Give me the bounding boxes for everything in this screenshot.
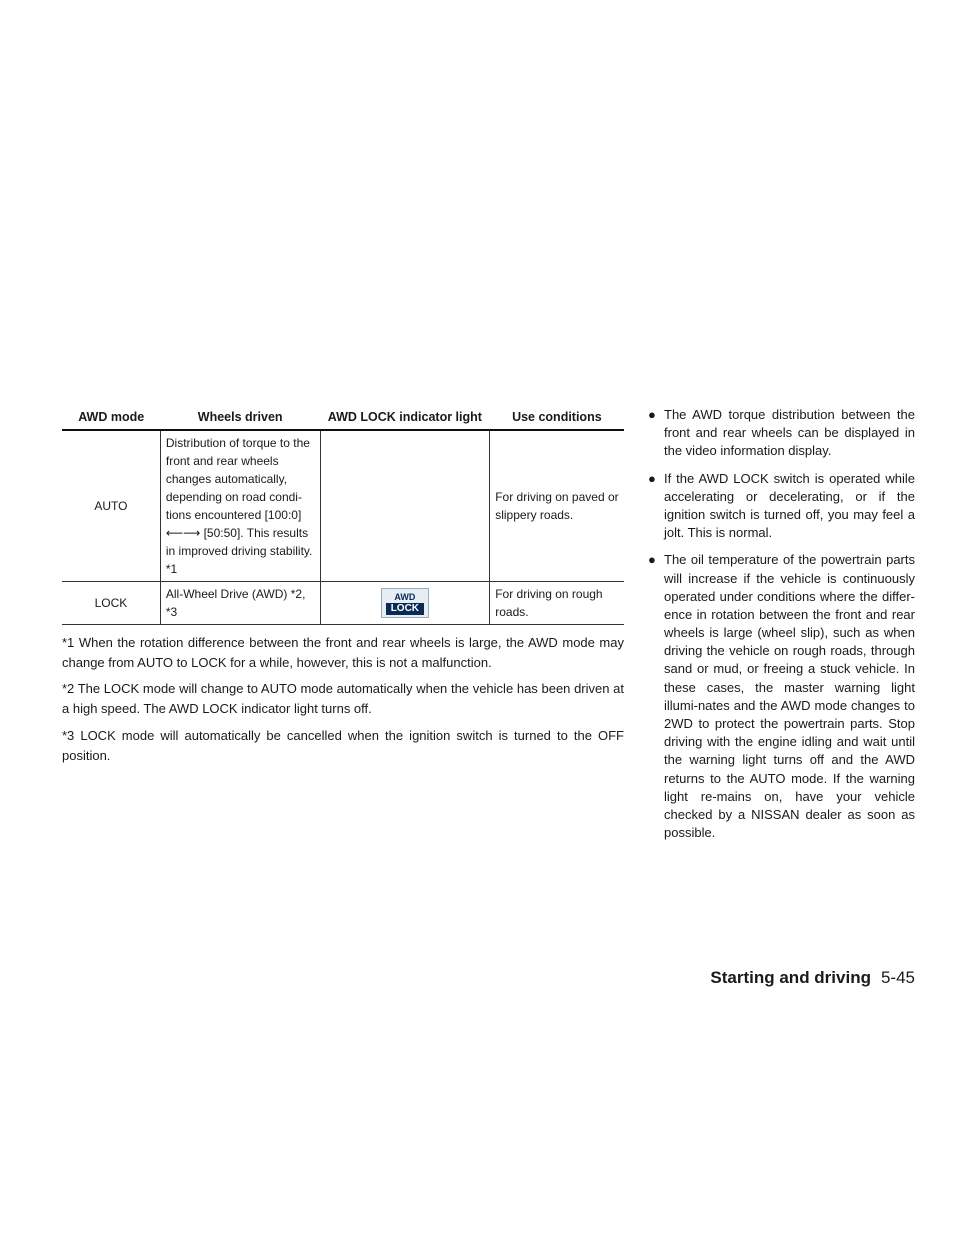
right-column [648,406,915,851]
bullet-text: If the AWD LOCK switch is operated while accelerating or decelerating, or if the ignition switch is turned off, you may feel a jolt. This is normal. [664,470,915,541]
list-item [648,551,915,842]
table-row [62,430,624,582]
footnote-1: *1 When the rotation difference between the front and rear wheels is large, the AWD mode may change from AUTO to LOCK for a while, however, this is not a malfunction. [62,635,624,671]
cell-use: For driving on paved or slippery roads. [490,430,624,582]
bullet-dot-icon: ● [648,470,656,486]
header-use-conditions: Use conditions [490,406,624,430]
cell-use: For driving on rough roads. [490,582,624,625]
page-number: 5-45 [880,968,915,987]
bullet-dot-icon: ● [648,552,656,568]
header-indicator-light: AWD LOCK indicator light [320,406,490,430]
awd-lock-icon-line2: LOCK [386,603,424,615]
footer-section-title: Starting and driving [710,968,871,987]
cell-mode: LOCK [62,582,160,625]
cell-indicator-light [320,582,490,625]
header-awd-mode: AWD mode [62,406,160,430]
footnote-2: *2 The LOCK mode will change to AUTO mode automatically when the vehicle has been driven at a high speed. The AWD LOCK indicator light turns off. [62,681,624,717]
header-wheels-driven: Wheels driven [160,406,320,430]
footnotes [62,633,624,766]
bullet-text: The oil temperature of the powertrain parts will increase if the vehicle is continuously operated under conditions where the differ-ence in rotation between the front and rear wheels is large (wheel slip), such as when driving the vehicle on rough roads, through sand or mud, or freeing a stuck vehicle. In these cases, the master warning light illumi-nates and the AWD mode changes to 2WD to protect the powertrain parts. Stop driving with the engine idling and wait until the warning light turns off and the AWD returns to the AUTO mode. If the warning light re-mains on, have your vehicle checked by a NISSAN dealer as soon as possible. [664,552,915,841]
left-column [62,406,624,766]
cell-mode: AUTO [62,430,160,582]
cell-wheels: Distribution of torque to the front and rear wheels changes automatically, depending on road condi-tions encountered [100:0] ⟵⟶ [50:50]. This results in improved driving stability. *1 [160,430,320,582]
page-footer [710,968,915,988]
footnote-3: *3 LOCK mode will automatically be cancelled when the ignition switch is turned to the OFF position. [62,727,624,763]
table-row [62,582,624,625]
awd-mode-table [62,406,624,625]
awd-lock-icon-line1: AWD [394,592,416,602]
table-header-row [62,406,624,430]
awd-lock-icon [381,588,429,618]
bullet-text: The AWD torque distribution between the front and rear wheels can be displayed in the video information display. [664,407,915,459]
list-item [648,406,915,461]
list-item [648,470,915,543]
cell-indicator-light [320,430,490,582]
cell-wheels: All-Wheel Drive (AWD) *2, *3 [160,582,320,625]
bullet-dot-icon: ● [648,407,656,422]
